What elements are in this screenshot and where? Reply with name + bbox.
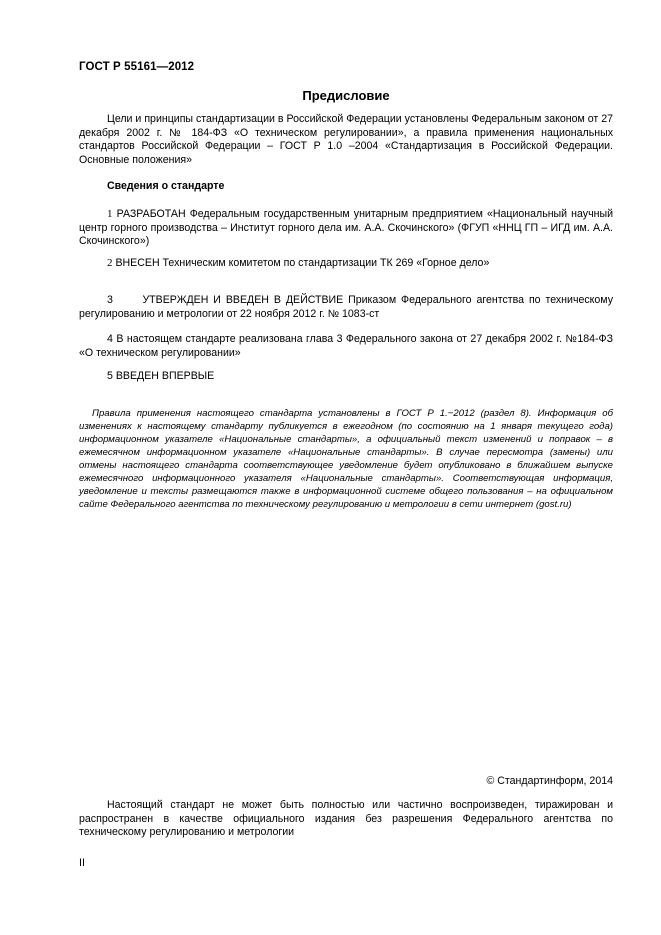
info-item-2-text: ВНЕСЕН Техническим комитетом по стандартизации ТК 269 «Горное дело» bbox=[115, 257, 490, 269]
copyright-line: © Стандартинформ, 2014 bbox=[486, 775, 613, 787]
reproduction-notice: Настоящий стандарт не может быть полностью или частично воспроизведен, тиражирован и распространен в качестве официального издания без разрешения Федерального агентства по техническому регулированию и метрологии bbox=[79, 799, 613, 839]
publication-notice: Правила применения настоящего стандарта установлены в ГОСТ Р 1.−2012 (раздел 8). Информация об изменениях к настоящему стандарту публикуется в ежегодном (по состоянию на 1 января текущего года) информационном указателе «Национальные стандарты», а официальный текст изменений и поправок – в ежемесячном информационном указателе «Национальные стандарты». В случае пересмотра (замены) или отмены настоящего стандарта соответствующее уведомление будет опубликовано в ближайшем выпуске ежемесячного информационного указателя «Национальные стандарты». Соответствующая информация, уведомление и тексты размещаются также в информационной системе общего пользования – на официальном сайте Федерального агентства по техническому регулированию и метрологии в сети интернет (gost.ru) bbox=[79, 408, 613, 510]
standard-id-header: ГОСТ Р 55161—2012 bbox=[79, 61, 195, 73]
foreword-title: Предисловие bbox=[302, 88, 390, 103]
info-item-4-text: В настоящем стандарте реализована глава 3 Федерального закона от 27 декабря 2002 г. №184-ФЗ «О техническом регулировании» bbox=[79, 333, 613, 359]
info-item-1 bbox=[79, 208, 613, 249]
info-item-3-number: 3 bbox=[107, 294, 113, 306]
info-item-3 bbox=[79, 294, 613, 321]
info-item-3-text: УТВЕРЖДЕН И ВВЕДЕН В ДЕЙСТВИЕ Приказом Федерального агентства по техническому регулированию и метрологии от 22 ноября 2012 г. № 1083-ст bbox=[79, 294, 614, 320]
info-item-1-number: 1 bbox=[107, 208, 113, 220]
info-item-5 bbox=[79, 370, 613, 384]
info-item-4 bbox=[79, 333, 613, 360]
info-item-1-text: РАЗРАБОТАН Федеральным государственным унитарным предприятием «Национальный научный центр горного производства – Институт горного дела им. А.А. Скочинского» (ФГУП «ННЦ ГП – ИГД им. А.А. Скочинского») bbox=[79, 208, 613, 248]
foreword-intro: Цели и принципы стандартизации в Российской Федерации установлены Федеральным законом от 27 декабря 2002 г. № 184-ФЗ «О техническом регулировании», а правила применения национальных стандартов Российской Федерации – ГОСТ Р 1.0 –2004 «Стандартизация в Российской Федерации. Основные положения» bbox=[79, 113, 613, 166]
info-heading: Сведения о стандарте bbox=[107, 180, 225, 192]
info-item-5-text: ВВЕДЕН ВПЕРВЫЕ bbox=[115, 370, 215, 382]
info-item-2-number: 2 bbox=[107, 257, 113, 269]
info-item-5-number: 5 bbox=[107, 370, 113, 382]
page-number: II bbox=[79, 857, 85, 869]
info-item-2 bbox=[79, 257, 613, 271]
info-item-4-number: 4 bbox=[107, 333, 113, 345]
